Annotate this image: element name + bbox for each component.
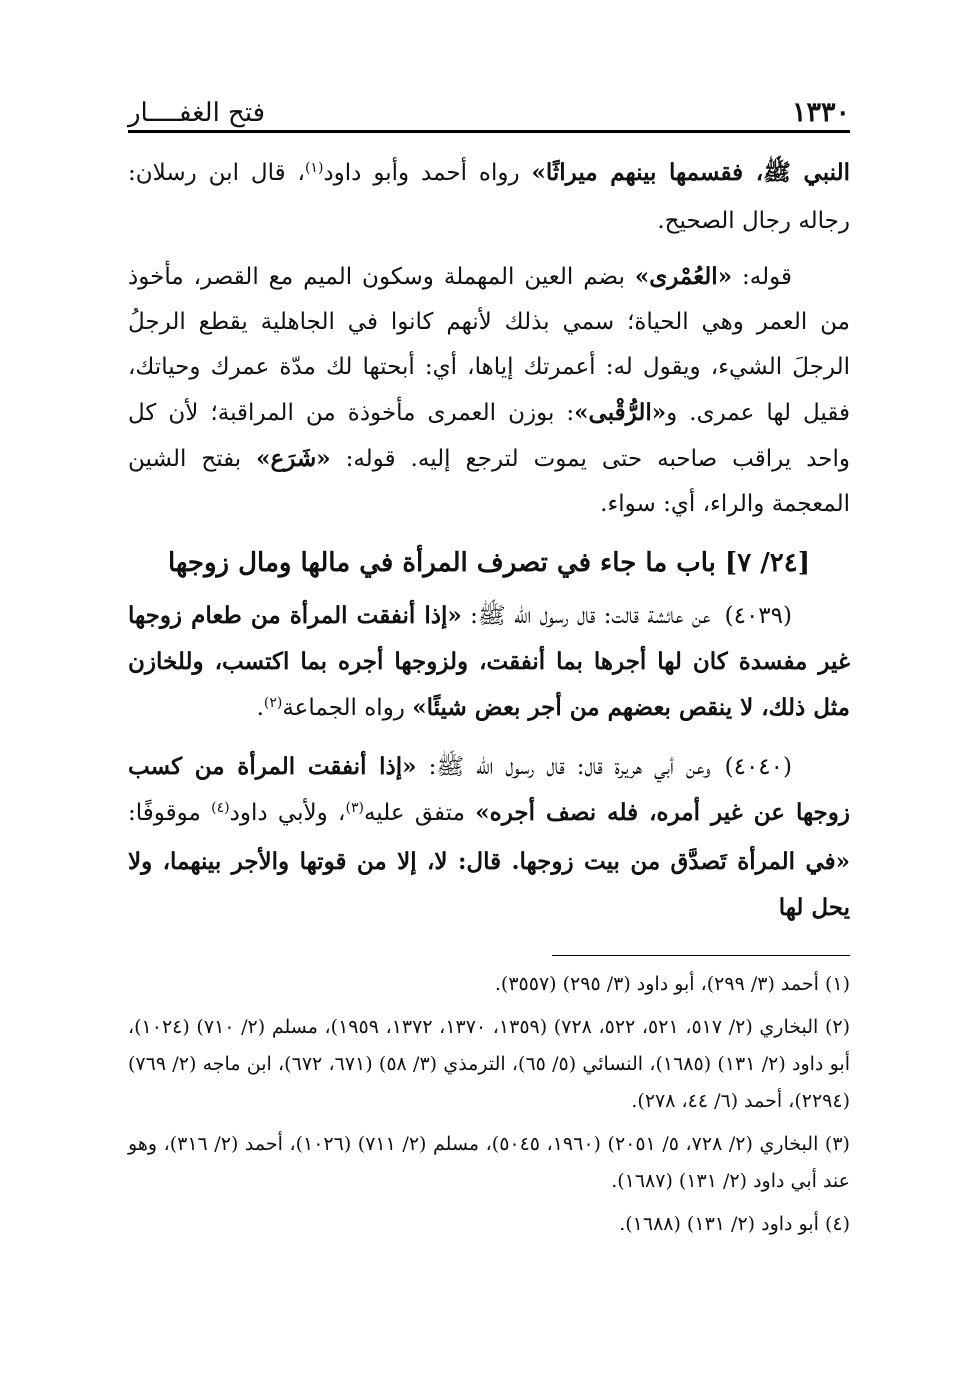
- paragraph-continuation: [128, 150, 850, 244]
- text-span: بضم العين المهملة وسكون الميم مع القصر، مأخوذ من العمر وهي الحياة؛ سمي بذلك لأنهم كانوا في الجاهلية يقطع الرجلُ الرجلَ الشيء، ويقول له: أعمرتك إياها، أي: أبحتها لك مدّة عمرك وحياتك، فقيل لها عمرى. و: [128, 264, 851, 426]
- footnotes: [128, 966, 850, 1249]
- text-span: .: [256, 695, 264, 721]
- text-span: رواه الجماعة: [282, 695, 413, 721]
- footnote-ref: (٢): [263, 695, 283, 711]
- text-span: : بوزن العمرى مأخوذة من المراقبة؛ لأن كل واحد يراقب صاحبه حتى يموت لترجع إليه. قوله:: [128, 400, 851, 472]
- text-span: قوله:: [732, 264, 792, 290]
- footnote-4: (٤) أبو داود (٢/ ١٣١) (١٦٨٨).: [619, 1213, 850, 1235]
- term-shara: «شَرَع»: [256, 445, 331, 472]
- hadith-4039: [128, 593, 850, 734]
- footnote-2: (٢) البخاري (٢/ ٥١٧، ٥٢١، ٥٢٢، ٧٢٨) (١٣٥٩، ١٣٧٠، ١٣٧٢، ١٩٥٩)، مسلم (٢/ ٧١٠) (١٠٢٤)، أبو داود (٢/ ١٣١) (١٦٨٥)، النسائي (٥/ ٦٥)، الترمذي (٣/ ٥٨) (٦٧١، ٦٧٢)، ابن ماجه (٢/ ٧٦٩) (٢٢٩٤)، أحمد (٦/ ٤٤، ٢٧٨).: [128, 1016, 851, 1112]
- footnote-ref: (٣): [345, 800, 364, 816]
- hadith-quote: «في المرأة تَصدَّق من بيت زوجها. قال: لا، إلا من قوتها والأجر بينهما، ولا يحل لها: [128, 848, 850, 921]
- hadith-quote: «إذا أنفقت المرأة من كسب زوجها عن غير أمره، فله نصف أجره»: [128, 753, 850, 826]
- text-span: وعن أبي هريرة قال: قال رسول الله ﷺ:: [416, 754, 711, 780]
- footnote-separator: [552, 955, 850, 956]
- commentary-paragraph: [128, 254, 850, 527]
- text-span: ، ولأبي داود: [229, 800, 346, 826]
- footnote-3: (٣) البخاري (٢/ ٧٢٨، ٥/ ٢٠٥١) (١٩٦٠، ٥٠٤٥)، مسلم (٢/ ٧١١) (١٠٢٦)، أحمد (٢/ ٣١٦)، وهو عند أبي داود (٢/ ١٣١) (١٦٨٧).: [128, 1133, 850, 1192]
- footnote-ref: (٤): [211, 800, 230, 816]
- running-title: فتح الغفــــار: [128, 98, 266, 128]
- text-span: رواه أحمد وأبو داود: [323, 160, 532, 186]
- hadith-number: (٤٠٤٠): [724, 754, 792, 780]
- text-span: ، قال ابن رسلان: رجاله رجال الصحيح.: [128, 160, 850, 234]
- term-umra: «العُمْرى»: [634, 263, 733, 290]
- main-text: [128, 150, 850, 941]
- text-span: بفتح الشين المعجمة والراء، أي: سواء.: [128, 446, 850, 517]
- hadith-number: (٤٠٣٩): [724, 603, 792, 629]
- hadith-4040: [128, 744, 850, 931]
- text-span: عن عائشة قالت: قال رسول الله ﷺ:: [461, 603, 711, 629]
- chapter-heading: [٢٤/ ٧] باب ما جاء في تصرف المرأة في مالها ومال زوجها: [167, 548, 810, 578]
- text-span: متفق عليه: [363, 800, 476, 826]
- footnote-1: (١) أحمد (٣/ ٢٩٩)، أبو داود (٣/ ٢٩٥) (٣٥٥٧).: [494, 973, 850, 995]
- text-span: موقوفًا:: [128, 800, 212, 826]
- footnote-ref: (١): [304, 160, 324, 176]
- page-header: [128, 92, 850, 128]
- hadith-quote: «إذا أنفقت المرأة من طعام زوجها غير مفسدة كان لها أجرها بما أنفقت، ولزوجها أجره بما اكتسب، وللخازن مثل ذلك، لا ينقص بعضهم من أجر بعض شيئًا»: [128, 602, 850, 721]
- term-ruqba: «الرُّقْبى»: [574, 399, 667, 426]
- hadith-quote: النبي ﷺ، فقسمها بينهم ميراثًا»: [531, 159, 850, 186]
- header-rule: [128, 130, 850, 133]
- page-number: ١٣٣٠: [791, 97, 850, 128]
